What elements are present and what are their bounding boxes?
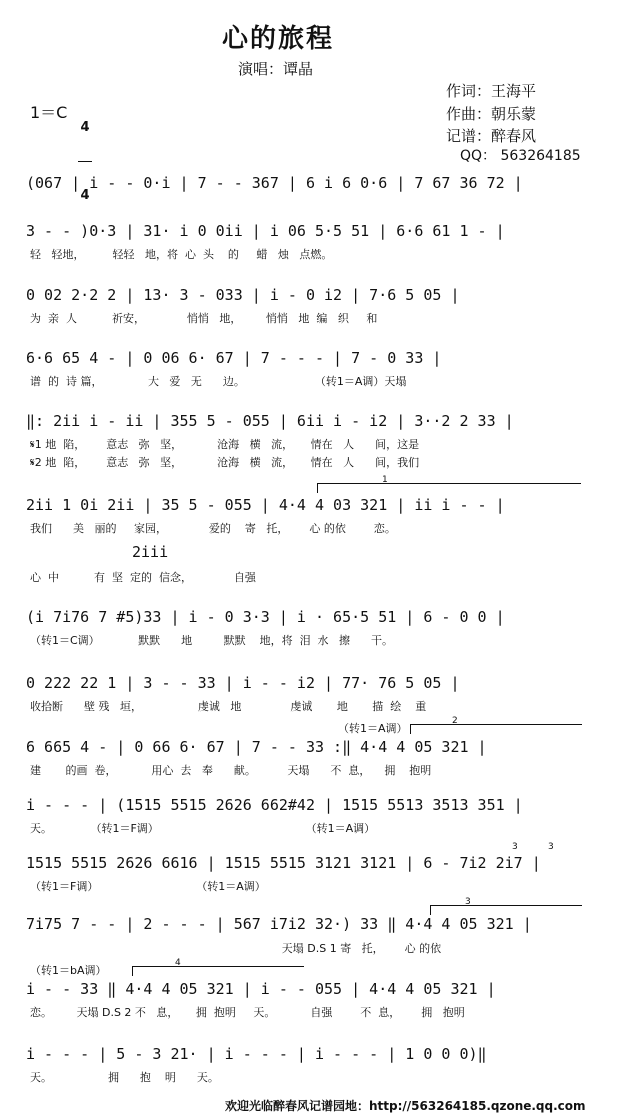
key-signature: 1＝C [30, 103, 68, 122]
transpose-a-note: （转1＝A调） [338, 722, 408, 735]
score-line-2: 3 - - )0·3 | 31· i 0 0ii | i 06 5·5 51 | 6·6 61 1 - | [26, 222, 505, 240]
lyric-line-5a: 𝄋1 地 陷， 意志 弥 坚， 沧海 横 流， 情在 人 间，这是 [30, 438, 420, 451]
score-line-3: 0 02 2·2 2 | 13· 3 - 033 | i - 0 i2 | 7·6 5 05 | [26, 286, 460, 304]
transcriber-credit: 记谱：醉春风 [446, 127, 537, 145]
score-line-4: 6·6 65 4 - | 0 06 6· 67 | 7 - - - | 7 - 0 33 | [26, 349, 442, 367]
volta-3-edge [430, 905, 431, 915]
lyric-line-13: 天塌 D.S 1 寄 托， 心 的依 [30, 942, 442, 955]
lyric-line-5b: 𝄋2 地 陷， 意志 弥 坚， 沧海 横 流， 情在 人 间，我们 [30, 456, 420, 469]
volta-4-bracket [132, 966, 304, 967]
lyric-line-3: 为 亲 人 祈安， 悄悄 地， 悄悄 地 编 织 和 [30, 312, 378, 325]
lyric-line-4: 谱 的 诗 篇， 大 爱 无 边。 （转1＝A调）天塌 [30, 375, 407, 388]
volta-2-bracket [410, 724, 582, 725]
alt-notes: 2iii [132, 543, 169, 561]
volta-1-edge [317, 483, 318, 493]
meter-bar [78, 161, 92, 162]
lyric-line-7: 心 中 有 坚 定的 信念， 自强 [30, 571, 256, 584]
score-line-15: i - - - | 5 - 3 21· | i - - - | i - - - | 1 0 0 0)‖ [26, 1045, 487, 1063]
lyric-line-15: 天。 拥 抱 明 天。 [30, 1071, 219, 1084]
score-line-1: (067 | i - - 0·i | 7 - - 367 | 6 i 6 0·6 | 7 67 36 72 | [26, 174, 523, 192]
lyric-line-9: 收拾断 壁 残 垣， 虔诚 地 虔诚 地 描 绘 重 [30, 700, 427, 713]
score-line-11: i - - - | (1515 5515 2626 662#42 | 1515 5513 3513 351 | [26, 796, 523, 814]
score-line-5: ‖: 2ii i - ii | 355 5 - 055 | 6ii i - i2 | 3··2 2 33 | [26, 412, 514, 430]
lyric-line-12: （转1＝F调） （转1＝A调） [30, 880, 266, 893]
singer-credit: 演唱：谭晶 [238, 60, 314, 78]
song-title: 心的旅程 [222, 24, 335, 54]
site-footer: 欢迎光临醉春风记谱园地：http://563264185.qzone.qq.com [225, 1099, 586, 1113]
qq-contact: QQ： 563264185 [460, 148, 581, 164]
triplet-mark-1: 3 [512, 842, 518, 852]
meter-bottom: 4 [80, 188, 90, 203]
lyric-line-6: 我们 美 丽的 家园， 爱的 寄 托， 心 的依 恋。 [30, 522, 396, 535]
meter-top: 4 [80, 120, 90, 135]
volta-1-bracket [317, 483, 581, 484]
lyric-line-14: 恋。 天塌 D.S 2 不 息， 拥 抱明 天。 自强 不 息， 拥 抱明 [30, 1006, 465, 1019]
volta-3-label: 3 [465, 897, 471, 907]
score-line-8: (i 7i76 7 #5)33 | i - 0 3·3 | i · 65·5 51 | 6 - 0 0 | [26, 608, 505, 626]
score-line-6: 2ii 1 0i 2ii | 35 5 - 055 | 4·4 4 03 321 | ii i - - | [26, 496, 505, 514]
triplet-mark-2: 3 [548, 842, 554, 852]
transpose-bA-note: （转1＝bA调） [30, 964, 107, 977]
time-signature [78, 95, 92, 215]
volta-2-edge [410, 724, 411, 734]
score-line-14: i - - 33 ‖ 4·4 4 05 321 | i - - 055 | 4·4 4 05 321 | [26, 980, 496, 998]
lyric-line-2: 轻 轻地， 轻轻 地，将 心 头 的 蜡 烛 点燃。 [30, 248, 333, 261]
volta-4-edge [132, 966, 133, 976]
composer-credit: 作曲：朝乐蒙 [446, 105, 537, 123]
volta-4-label: 4 [175, 958, 181, 968]
score-line-10: 6 665 4 - | 0 66 6· 67 | 7 - - 33 :‖ 4·4 4 05 321 | [26, 738, 487, 756]
lyric-line-11: 天。 （转1＝F调） （转1＝A调） [30, 822, 376, 835]
volta-3-bracket [430, 905, 582, 906]
lyric-line-8: （转1＝C调） 默默 地 默默 地，将 泪 水 擦 干。 [30, 634, 394, 647]
score-line-9: 0 222 22 1 | 3 - - 33 | i - - i2 | 77· 76 5 05 | [26, 674, 460, 692]
score-line-12: 1515 5515 2626 6616 | 1515 5515 3121 3121 | 6 - 7i2 2i7 | [26, 854, 541, 872]
volta-1-label: 1 [382, 475, 388, 485]
score-line-13: 7i75 7 - - | 2 - - - | 567 i7i2 32·) 33 ‖ 4·4 4 05 321 | [26, 915, 532, 933]
volta-2-label: 2 [452, 716, 458, 726]
lyricist-credit: 作词：王海平 [446, 82, 537, 100]
lyric-line-10: 建 的画 卷， 用心 去 奉 献。 天塌 不 息， 拥 抱明 [30, 764, 432, 777]
